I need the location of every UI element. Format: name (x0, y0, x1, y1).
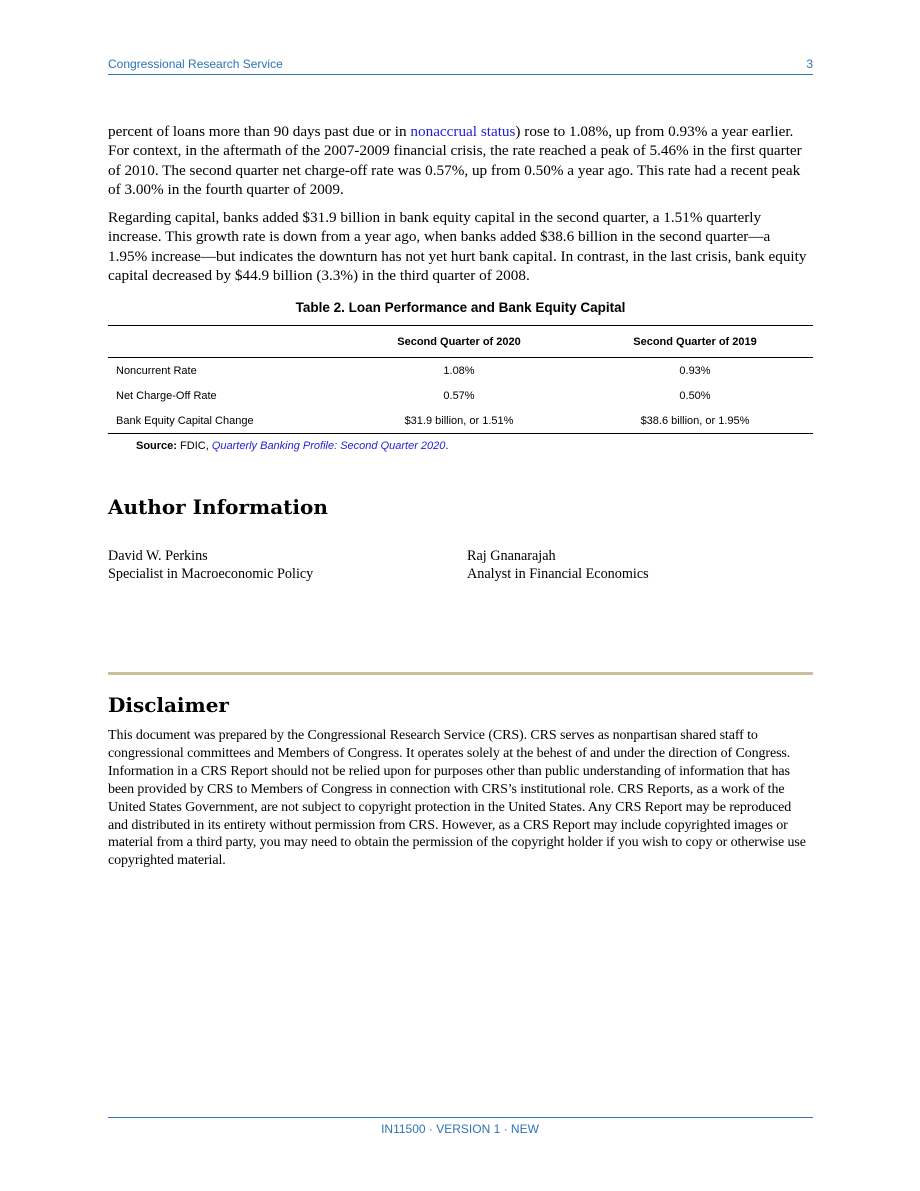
author-information-heading: Author Information (108, 495, 328, 519)
table-row (108, 383, 813, 408)
table-cell: 0.93% (679, 364, 711, 377)
nonaccrual-status-link[interactable]: nonaccrual status (410, 123, 516, 140)
header-org: Congressional Research Service (108, 57, 283, 71)
table-cell: Noncurrent Rate (116, 364, 197, 377)
source-label: Source: (136, 440, 177, 452)
table-cell: 1.08% (443, 364, 475, 377)
table-cell: Net Charge-Off Rate (116, 389, 217, 402)
quarterly-banking-profile-link[interactable]: Quarterly Banking Profile: Second Quarter 2020 (211, 440, 446, 452)
disclaimer-heading: Disclaimer (108, 693, 229, 717)
author-name: Raj Gnanarajah (467, 548, 556, 564)
source-end: . (445, 440, 449, 452)
page-header (108, 57, 813, 75)
table-header-cell: Second Quarter of 2020 (341, 326, 577, 358)
para1-text-end: ) rose to 1.08%, up from 0.93% a year earlier. For context, in the aftermath of the 2007-2009 financial crisis, the rate reached a peak of 5.46% in the first quarter of 2010. The second quarter net charge-off rate was 0.57%, up from 0.50% a year ago. This rate had a recent peak of 3.00% in the fourth quarter of 2009. (108, 123, 802, 198)
author-title: Specialist in Macroeconomic Policy (108, 566, 314, 582)
table-cell: Bank Equity Capital Change (108, 408, 341, 434)
footer-divider (108, 1117, 813, 1118)
table-header-cell (108, 326, 341, 358)
para1-text-start: percent of loans more than 90 days past due or in (108, 123, 411, 140)
paragraph-capital: Regarding capital, banks added $31.9 billion in bank equity capital in the second quarter, a 1.51% quarterly increase. This growth rate is down from a year ago, when banks added $38.6 billion in the second quarter—a 1.95% increase—but indicates the downturn has not yet hurt bank capital. In contrast, in the last crisis, bank equity capital decreased by $44.9 billion (3.3%) in the third quarter of 2008. (108, 209, 807, 284)
table-cell: $31.9 billion, or 1.51% (341, 408, 577, 434)
table-header-cell: Second Quarter of 2019 (577, 326, 813, 358)
table-cell: $38.6 billion, or 1.95% (577, 408, 813, 434)
table-title: Table 2. Loan Performance and Bank Equity Capital (295, 300, 626, 315)
section-divider (108, 672, 813, 675)
table-header-row (108, 326, 813, 358)
loan-performance-table (108, 325, 813, 434)
author-title: Analyst in Financial Economics (467, 566, 649, 582)
page-footer: IN11500 · VERSION 1 · NEW (381, 1122, 539, 1136)
table-cell: 0.50% (679, 389, 711, 402)
table-row (108, 408, 813, 434)
author-name: David W. Perkins (108, 548, 208, 564)
author-block (467, 547, 649, 583)
author-block (108, 547, 313, 583)
table-cell: 0.57% (443, 389, 475, 402)
table-row (108, 358, 813, 384)
page-number: 3 (806, 57, 813, 71)
source-text: FDIC, (176, 440, 212, 452)
disclaimer-text: This document was prepared by the Congressional Research Service (CRS). CRS serves as nonpartisan shared staff to congressional committees and Members of Congress. It operates solely at the behest of and under the direction of Congress. Information in a CRS Report should not be relied upon for purposes other than public understanding of information that has been provided by CRS to Members of Congress in connection with CRS’s institutional role. CRS Reports, as a work of the United States Government, are not subject to copyright protection in the United States. Any CRS Report may be reproduced and distributed in its entirety without permission from CRS. However, as a CRS Report may include copyrighted images or material from a third party, you may need to obtain the permission of the copyright holder if you wish to copy or otherwise use copyrighted material. (108, 728, 806, 869)
paragraph-loan-performance (108, 122, 813, 199)
table-source (136, 440, 448, 452)
